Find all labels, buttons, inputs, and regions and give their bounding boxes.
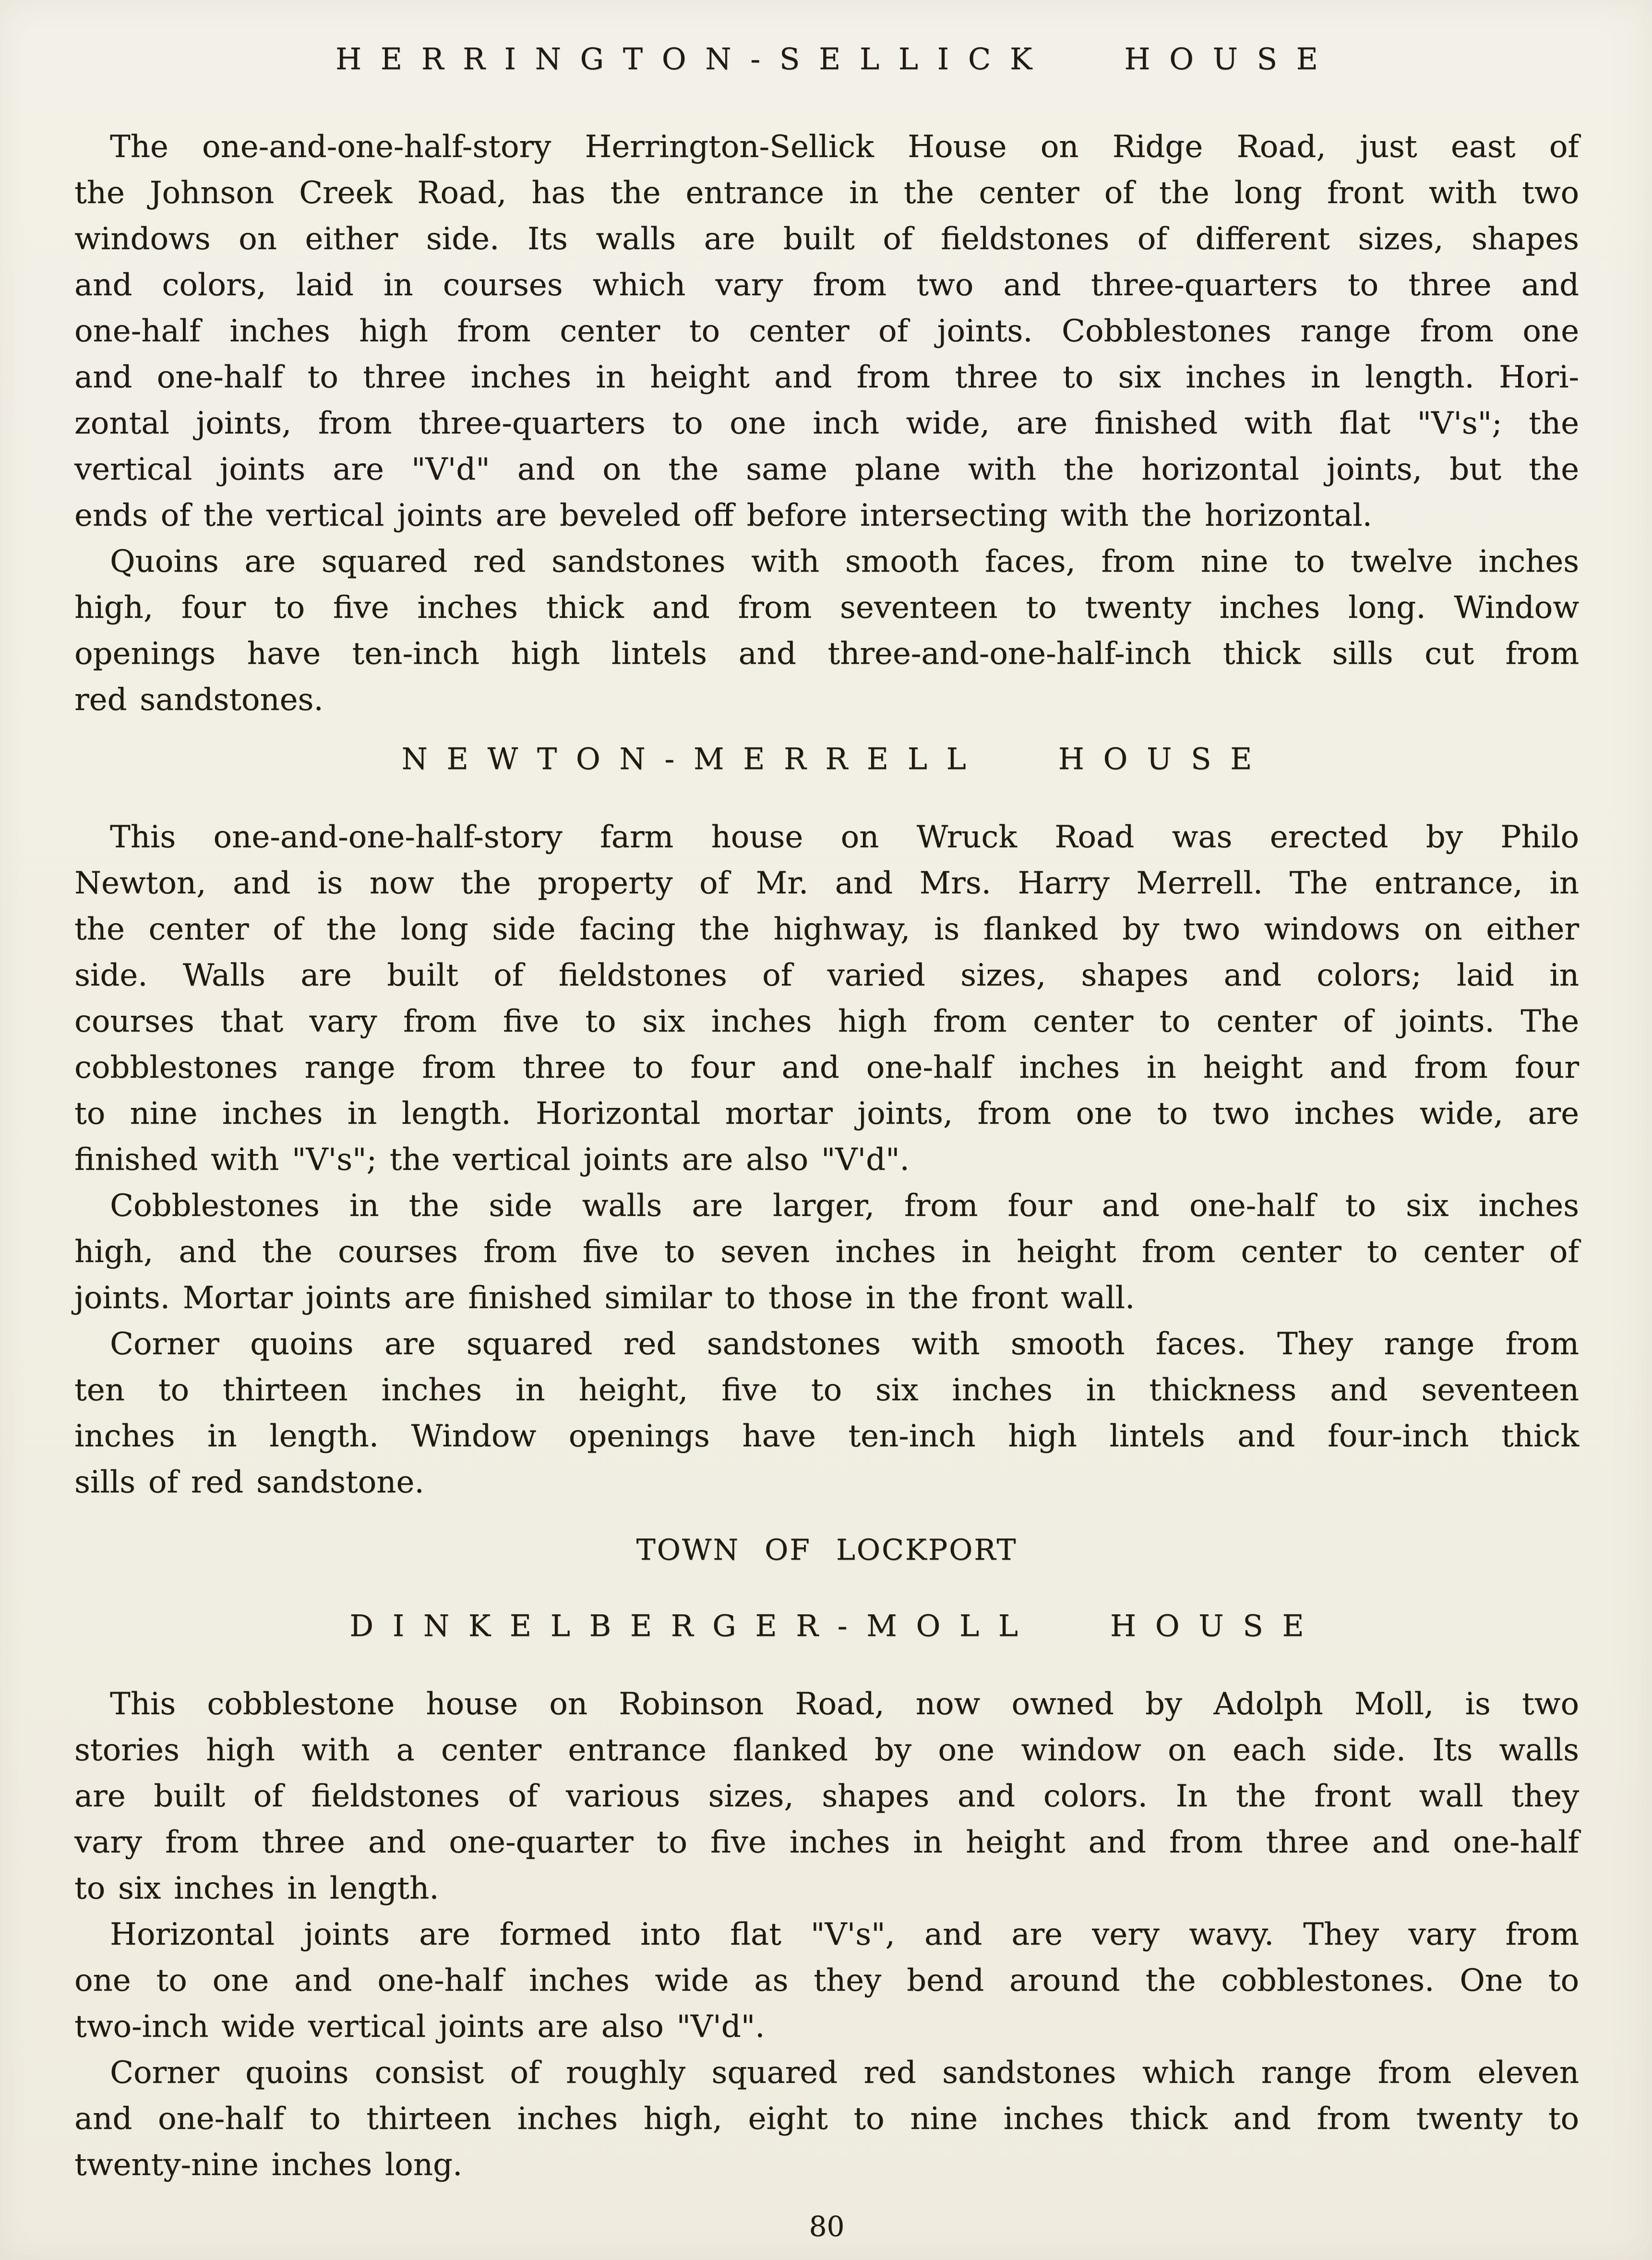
text-line: high, and the courses from five to seven inches in height from center to center of xyxy=(74,1234,1579,1270)
text-line: vertical joints are "V'd" and on the same plane with the horizontal joints, but the xyxy=(74,452,1579,487)
text-line: stories high with a center entrance flanked by one window on each side. Its walls xyxy=(74,1732,1579,1768)
text-line: inches in length. Window openings have ten-inch high lintels and four-inch thick xyxy=(74,1419,1579,1454)
text-line: two-inch wide vertical joints are also "V'd". xyxy=(74,2009,765,2044)
section-heading: DINKELBERGER-MOLL HOUSE xyxy=(349,1608,1323,1643)
text-line: courses that vary from five to six inches high from center to center of joints. The xyxy=(74,1004,1579,1039)
text-line: cobblestones range from three to four and one-half inches in height and from four xyxy=(74,1050,1579,1085)
text-line: The one-and-one-half-story Herrington-Sellick House on Ridge Road, just east of xyxy=(110,129,1579,165)
text-line: joints. Mortar joints are finished similar to those in the front wall. xyxy=(74,1280,1135,1316)
text-line: ends of the vertical joints are beveled off before intersecting with the horizontal. xyxy=(74,498,1372,533)
text-line: side. Walls are built of fieldstones of varied sizes, shapes and colors; laid in xyxy=(74,958,1579,993)
section-heading: HERRINGTON-SELLICK HOUSE xyxy=(335,41,1337,76)
text-line: windows on either side. Its walls are built of fieldstones of different sizes, shapes xyxy=(74,221,1579,257)
text-line: openings have ten-inch high lintels and three-and-one-half-inch thick sills cut from xyxy=(74,636,1579,672)
text-line: Corner quoins consist of roughly squared red sandstones which range from eleven xyxy=(110,2055,1579,2091)
page-content xyxy=(74,42,1579,2188)
paragraph xyxy=(74,1183,1579,1321)
text-line: Corner quoins are squared red sandstones with smooth faces. They range from xyxy=(110,1326,1579,1362)
paragraph xyxy=(74,814,1579,1183)
text-line: red sandstones. xyxy=(74,682,323,718)
text-line: the center of the long side facing the highway, is flanked by two windows on either xyxy=(74,912,1579,947)
text-line: to nine inches in length. Horizontal mortar joints, from one to two inches wide, are xyxy=(74,1096,1579,1131)
text-line: finished with "V's"; the vertical joints are also "V'd". xyxy=(74,1142,910,1178)
section-heading: NEWTON-MERRELL HOUSE xyxy=(401,741,1271,776)
text-line: Horizontal joints are formed into flat "V's", and are very wavy. They vary from xyxy=(110,1917,1579,1952)
paragraph xyxy=(74,539,1579,723)
text-line: This one-and-one-half-story farm house on Wruck Road was erected by Philo xyxy=(110,819,1579,855)
text-line: one to one and one-half inches wide as they bend around the cobblestones. One to xyxy=(74,1963,1579,1998)
text-line: Cobblestones in the side walls are larger, from four and one-half to six inches xyxy=(110,1188,1579,1224)
text-line: and one-half to thirteen inches high, eight to nine inches thick and from twenty to xyxy=(74,2101,1579,2137)
text-line: one-half inches high from center to center of joints. Cobblestones range from one xyxy=(74,313,1579,349)
paragraph xyxy=(74,1681,1579,1911)
text-line: Newton, and is now the property of Mr. and Mrs. Harry Merrell. The entrance, in xyxy=(74,866,1579,901)
text-line: to six inches in length. xyxy=(74,1871,439,1906)
paragraph xyxy=(74,1321,1579,1505)
text-line: twenty-nine inches long. xyxy=(74,2147,463,2183)
paragraph xyxy=(74,124,1579,539)
text-line: and one-half to three inches in height and from three to six inches in length. Hori- xyxy=(74,360,1579,395)
text-line: zontal joints, from three-quarters to one inch wide, are finished with flat "V's"; the xyxy=(74,406,1579,441)
text-line: are built of fieldstones of various sizes, shapes and colors. In the front wall they xyxy=(74,1779,1579,1814)
text-line: sills of red sandstone. xyxy=(74,1465,424,1500)
text-line: vary from three and one-quarter to five inches in height and from three and one-half xyxy=(74,1825,1579,1860)
text-line: high, four to five inches thick and from seventeen to twenty inches long. Window xyxy=(74,590,1579,625)
text-line: ten to thirteen inches in height, five to six inches in thickness and seventeen xyxy=(74,1372,1579,1408)
paragraph xyxy=(74,2050,1579,2188)
page-number: 80 xyxy=(809,2210,845,2243)
text-line: Quoins are squared red sandstones with smooth faces, from nine to twelve inches xyxy=(110,544,1579,579)
text-line: This cobblestone house on Robinson Road, now owned by Adolph Moll, is two xyxy=(110,1686,1579,1722)
town-heading: TOWN OF LOCKPORT xyxy=(636,1533,1018,1567)
text-line: and colors, laid in courses which vary from two and three-quarters to three and xyxy=(74,267,1579,303)
paragraph xyxy=(74,1911,1579,2050)
text-line: the Johnson Creek Road, has the entrance in the center of the long front with two xyxy=(74,175,1579,211)
